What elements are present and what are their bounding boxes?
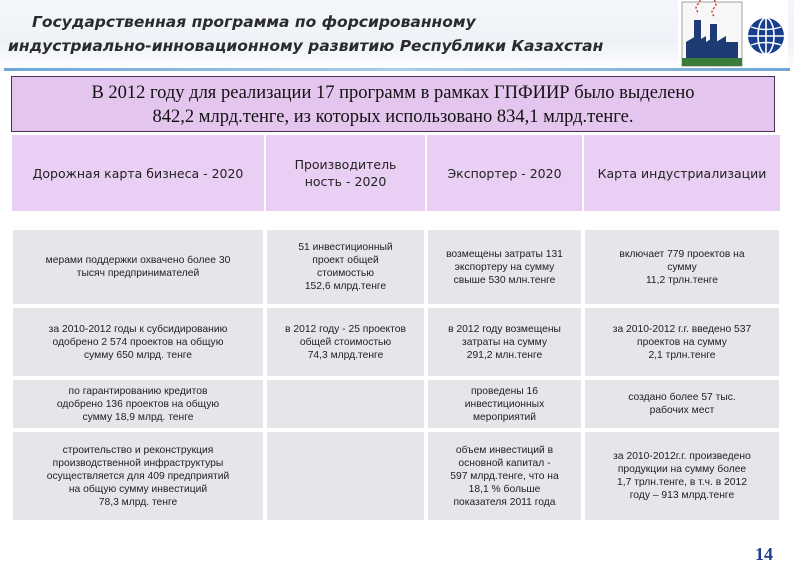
table-cell [11, 228, 265, 306]
table-cell-line: затраты на сумму [461, 336, 548, 348]
table-cell-line: экспортеру на сумму [454, 261, 555, 273]
table-cell-text [448, 323, 561, 362]
table-cell-text [47, 444, 230, 509]
table-cell [426, 378, 583, 430]
table-cell-line: включает 779 проектов на [619, 248, 745, 260]
table-cell [583, 228, 781, 306]
table-cell-line: 597 млрд.тенге, что на [450, 470, 559, 482]
table-cell-line: 1,7 трлн.тенге, в т.ч. в 2012 [617, 477, 747, 488]
table-cell-line: одобрено 136 проектов на общую [56, 398, 220, 410]
table-cell-text [298, 241, 392, 293]
table-cell-text [619, 248, 744, 287]
table-cell-text [628, 391, 736, 417]
title-line-1: Государственная программа по форсированному [32, 13, 476, 31]
table-cell [11, 430, 265, 522]
table-cell [426, 306, 583, 378]
table-cell-line: производственной инфраструктуры [52, 457, 224, 469]
table-cell [265, 430, 426, 522]
table-cell-text [49, 323, 228, 362]
table-cell [265, 378, 426, 430]
table-cell-line: создано более 57 тыс. [628, 392, 736, 403]
table-cell [265, 228, 426, 306]
column-header-label: Дорожная карта бизнеса - 2020 [32, 165, 244, 181]
table-cell-text [285, 323, 406, 362]
column-header-business-roadmap [11, 134, 265, 212]
table-cell-line: мерами поддержки охвачено более 30 [45, 255, 231, 266]
table-cell-line: 152,6 млрд.тенге [304, 281, 387, 292]
banner-line-1: В 2012 году для реализации 17 программ в рамках ГПФИИР было выделено [91, 83, 695, 103]
table-cell-text [446, 248, 563, 287]
table-cell [583, 378, 781, 430]
table-cell-text [46, 254, 231, 280]
column-header-industrialization-map [583, 134, 781, 212]
table-cell-line: рабочих мест [649, 405, 715, 416]
table-cell-line: за 2010-2012 г.г. введено 537 [612, 323, 752, 335]
table-cell-line: возмещены затраты 131 [446, 248, 563, 260]
table-cell-line: проектов на сумму [637, 336, 727, 348]
table-cell-line: 51 инвестиционный [298, 242, 393, 253]
table-cell-line: 11,2 трлн.тенге [645, 274, 719, 286]
factory-globe-logo-icon [678, 0, 788, 70]
summary-banner [11, 76, 775, 132]
table-cell-text [613, 323, 752, 362]
table-cell-line: 74,3 млрд.тенге [307, 349, 384, 361]
column-header-label: Производитель [294, 157, 397, 172]
table-cell [426, 228, 583, 306]
table-cell-line: основной капитал - [458, 457, 551, 469]
table-cell [426, 430, 583, 522]
table-cell-line: за 2010-2012 годы к субсидированию [48, 323, 228, 335]
table-cell-line: продукции на сумму более [617, 464, 747, 475]
table-cell-line: проведены 16 [470, 385, 539, 397]
table-cell-text [613, 450, 751, 502]
table-cell-text [57, 385, 219, 424]
table-cell-text [450, 444, 558, 509]
table-cell-line: на общую сумму инвестиций [68, 483, 208, 495]
table-cell-line: за 2010-2012г.г. произведено [613, 451, 751, 462]
table-cell-line: в 2012 году возмещены [448, 323, 561, 335]
title-line-2: индустриально-инновационному развитию Республики Казахстан [8, 37, 604, 55]
table-cell-line: свыше 530 млн.тенге [453, 274, 556, 286]
table-cell-line: одобрено 2 574 проектов на общую [52, 336, 224, 348]
table-cell-line: году – 913 млрд.тенге [629, 490, 735, 501]
table-cell-line: 18,1 % больше [468, 483, 541, 495]
table-cell-line: проект общей [312, 255, 379, 266]
table-cell [583, 306, 781, 378]
table-cell-line: тысяч предпринимателей [76, 268, 200, 279]
table-cell [11, 306, 265, 378]
column-header-productivity [265, 134, 426, 212]
table-cell [583, 430, 781, 522]
column-header-exporter [426, 134, 583, 212]
column-header-label: Карта индустриализации [597, 165, 767, 181]
table-cell-text [465, 385, 544, 424]
table-cell [11, 378, 265, 430]
table-cell-line: объем инвестиций в [455, 444, 554, 456]
table-cell-line: 291,2 млн.тенге [466, 349, 543, 361]
table-cell-line: сумму 650 млрд. тенге [83, 349, 193, 361]
table-cell-line: 78,3 млрд. тенге [98, 496, 178, 508]
column-header-label: ность - 2020 [304, 174, 387, 189]
column-header-label: Экспортер - 2020 [447, 165, 562, 181]
table-cell-line: строительство и реконструкция [62, 444, 214, 456]
table-cell-line: осуществляется для 409 предприятий [46, 470, 230, 482]
table-cell-line: сумму 18,9 млрд. тенге [82, 411, 194, 423]
table-cell-line: инвестиционных [464, 398, 545, 410]
banner-line-2: 842,2 млрд.тенге, из которых использовано 834,1 млрд.тенге. [152, 107, 634, 127]
table-cell-line: общей стоимостью [299, 336, 392, 348]
table-cell-line: сумму [667, 261, 697, 273]
table-cell-line: мероприятий [472, 411, 537, 423]
table-cell-line: по гарантированию кредитов [68, 385, 208, 397]
table-cell-line: 2,1 трлн.тенге [648, 349, 716, 361]
table-cell [265, 306, 426, 378]
page-title [8, 10, 648, 58]
header-divider [4, 68, 790, 71]
table-cell-line: стоимостью [316, 268, 374, 279]
table-cell-line: показателя 2011 года [453, 496, 556, 508]
table-cell-line: в 2012 году - 25 проектов [285, 323, 406, 335]
page-number: 14 [755, 544, 773, 564]
